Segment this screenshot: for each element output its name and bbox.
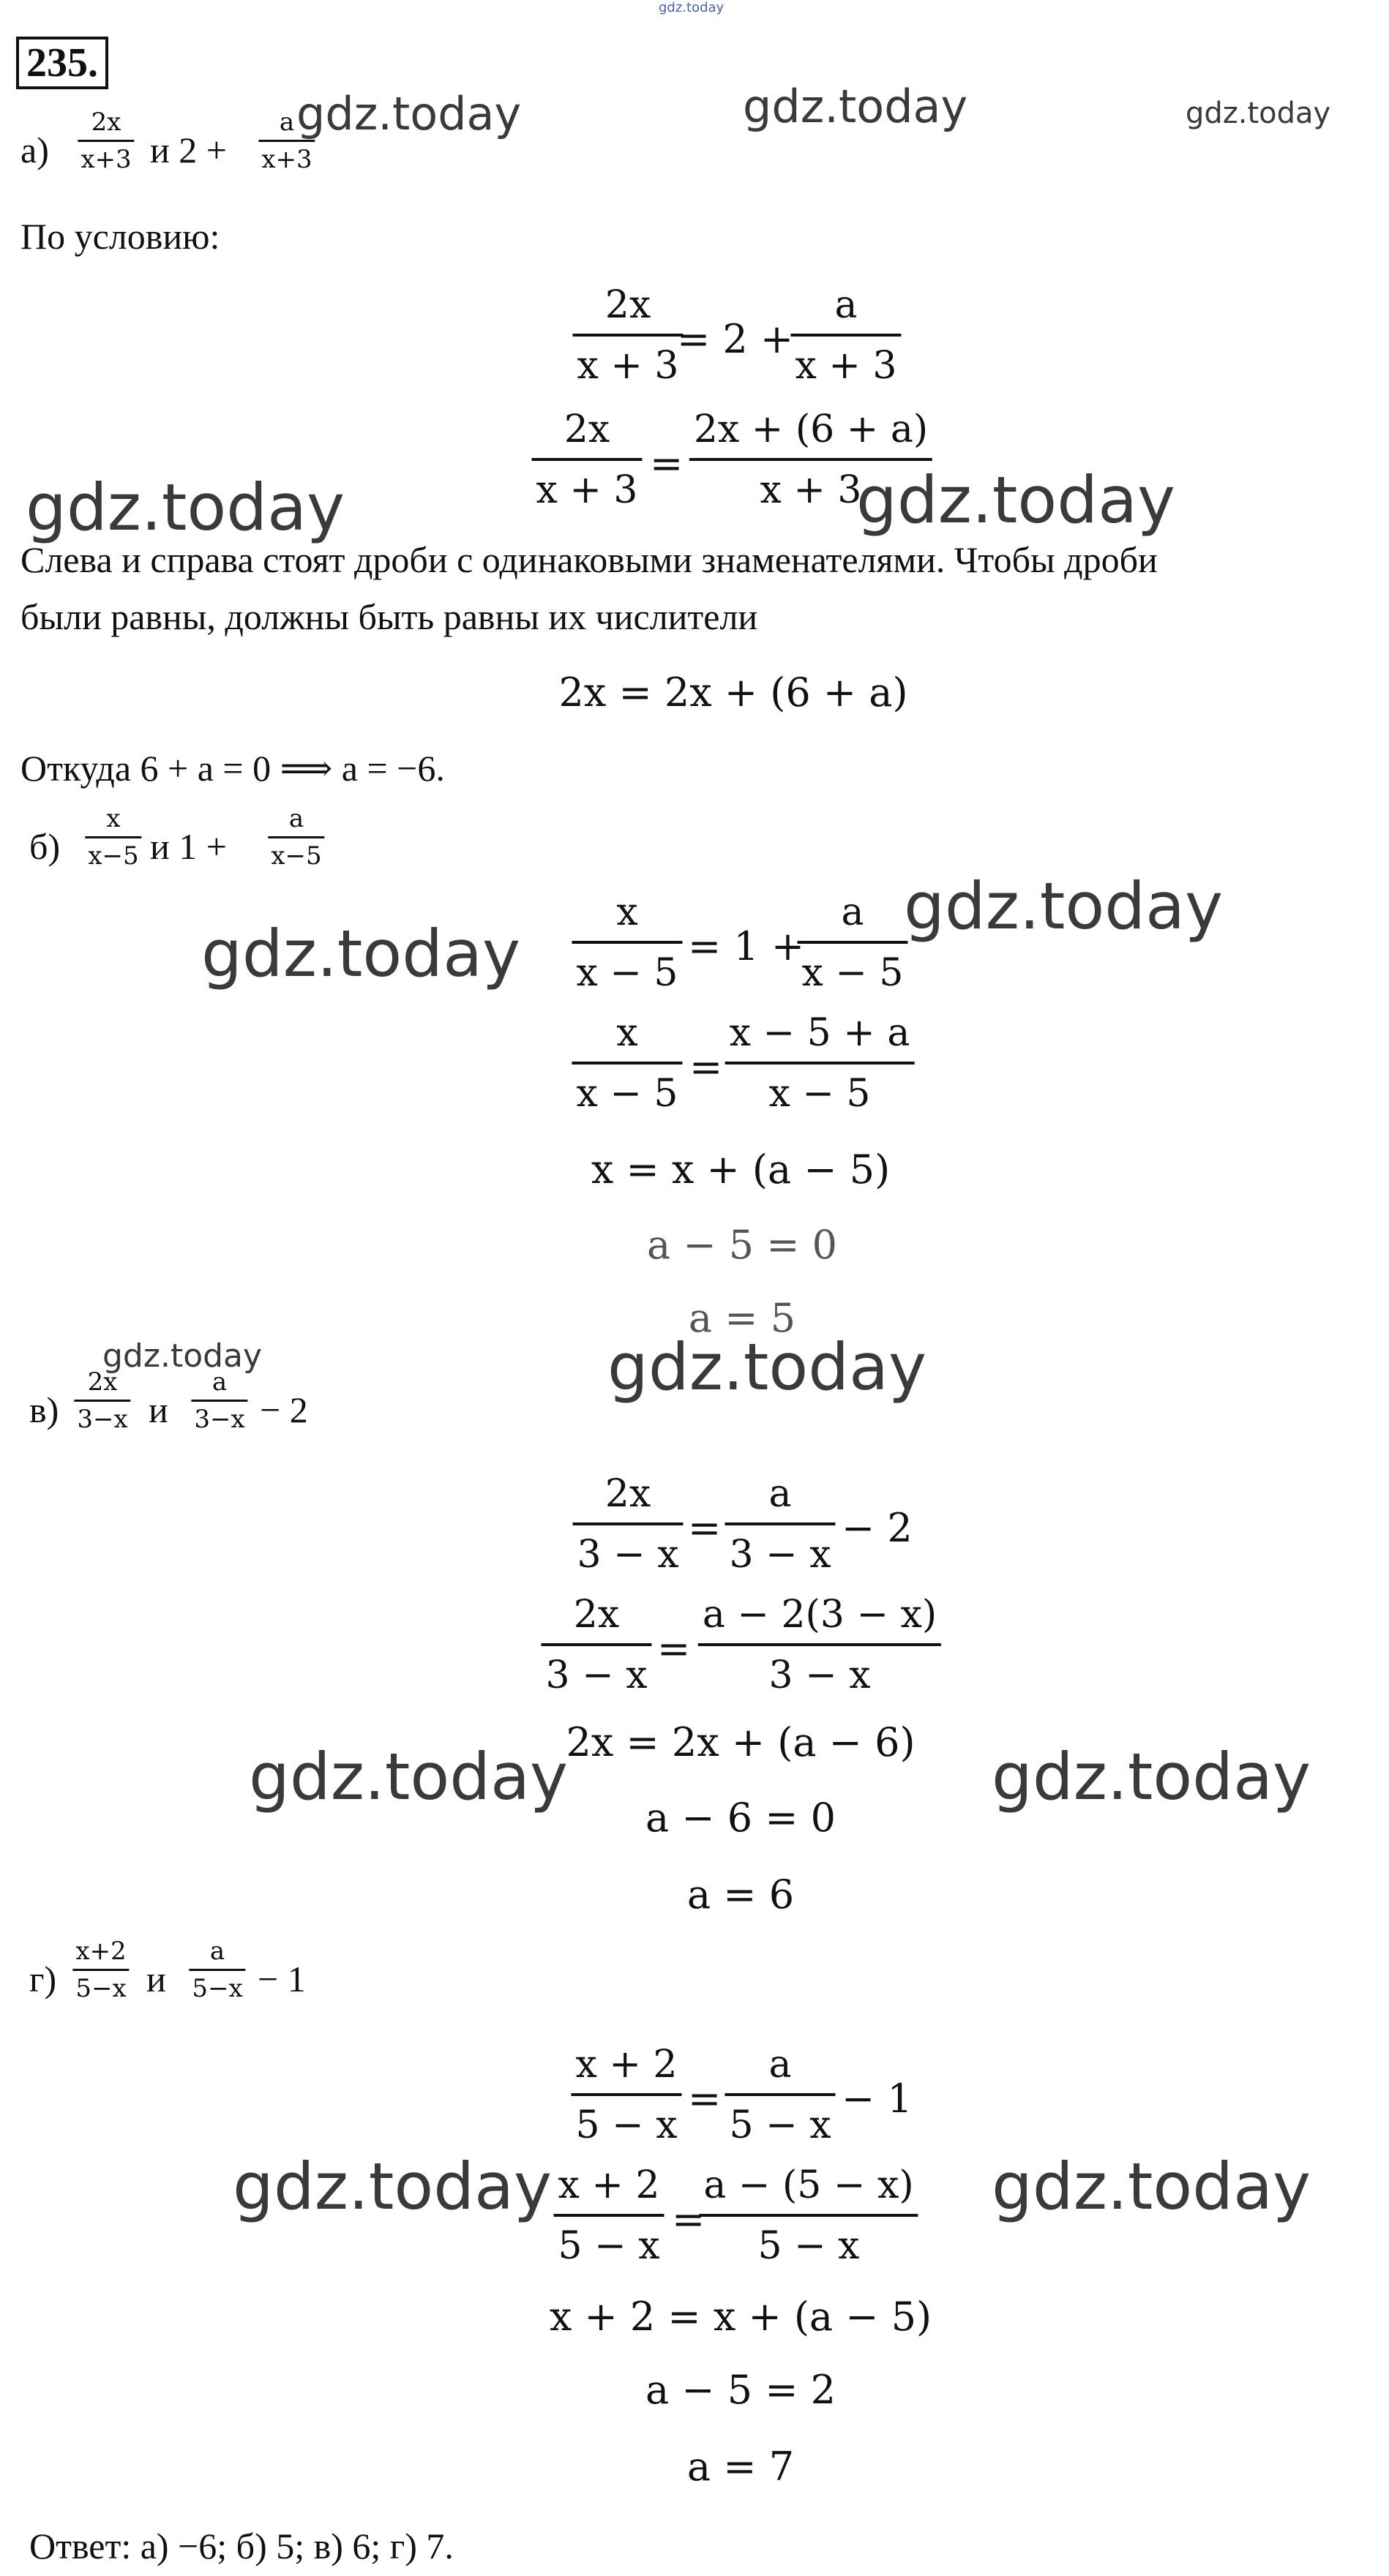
part-d-eq1-tail: − 1 <box>842 2076 913 2122</box>
part-d-eq2-lhs: x + 2 5 − x <box>553 2162 664 2270</box>
part-a-conclusion: Откуда 6 + a = 0 ⟹ a = −6. <box>20 748 445 789</box>
part-a-text-2: были равны, должны быть равны их числители <box>20 596 758 637</box>
part-c-join: и <box>149 1389 168 1430</box>
part-c-eq1-tail: − 2 <box>842 1505 913 1551</box>
part-c-eq1-lhs: 2x 3 − x <box>572 1471 683 1579</box>
part-d-eq1-mid: = <box>688 2076 722 2122</box>
watermark <box>15 2253 18 2254</box>
part-a-eq2-mid: = <box>650 440 684 487</box>
problem-number: 235. <box>16 37 108 89</box>
part-d-eq2-rhs: a − (5 − x) 5 − x <box>699 2162 918 2270</box>
part-b-eq4: a − 5 = 0 <box>646 1222 838 1268</box>
part-d-eq1-lhs: x + 2 5 − x <box>571 2041 681 2149</box>
part-b-eq1-rhs: a x − 5 <box>797 889 907 997</box>
part-b-label: б) <box>29 826 61 867</box>
part-c-eq3: 2x = 2x + (a − 6) <box>566 1719 916 1765</box>
watermark: gdz.today <box>1186 97 1331 130</box>
watermark: gdz.today <box>607 1329 927 1405</box>
part-d-eq5: a = 7 <box>686 2444 795 2490</box>
part-b-fraction-2: a x−5 <box>268 805 324 871</box>
part-c-eq5: a = 6 <box>686 1871 795 1918</box>
part-a-label: а) <box>20 129 49 170</box>
part-d-eq1-rhs: a 5 − x <box>725 2041 835 2149</box>
answer-line: Ответ: а) −6; б) 5; в) 6; г) 7. <box>29 2526 454 2566</box>
part-c-eq2-lhs: 2x 3 − x <box>541 1591 651 1700</box>
watermark: gdz.today <box>743 80 968 133</box>
watermark: gdz.today <box>992 2149 1311 2224</box>
part-c-eq2-mid: = <box>657 1626 691 1672</box>
part-d-eq4: a − 5 = 2 <box>645 2367 836 2413</box>
part-b-eq2-rhs: x − 5 + a x − 5 <box>725 1010 915 1118</box>
part-d-fraction-2: a 5−x <box>189 1937 245 2003</box>
watermark: gdz.today <box>296 87 522 140</box>
watermark: gdz.today <box>992 1739 1311 1814</box>
part-a-eq1-rhs: a x + 3 <box>790 282 901 390</box>
part-a-eq1-mid: = 2 + <box>677 316 794 362</box>
watermark: gdz.today <box>904 868 1224 944</box>
part-b-eq1-lhs: x x − 5 <box>572 889 682 997</box>
part-a-fraction-1: 2x x+3 <box>78 108 134 174</box>
watermark <box>746 2253 750 2254</box>
part-c-fraction-1: 2x 3−x <box>74 1368 130 1434</box>
part-d-tail: − 1 <box>258 1959 306 1999</box>
part-d-eq3: x + 2 = x + (a − 5) <box>549 2294 932 2340</box>
part-c-fraction-2: a 3−x <box>191 1368 247 1434</box>
part-a-fraction-2: a x+3 <box>258 108 315 174</box>
part-d-join: и <box>146 1959 166 1999</box>
watermark: gdz.today <box>102 1337 263 1375</box>
part-c-tail: − 2 <box>260 1389 308 1430</box>
part-b-fraction-1: x x−5 <box>85 805 141 871</box>
part-a-eq1-lhs: 2x x + 3 <box>572 282 683 390</box>
part-b-eq2-lhs: x x − 5 <box>572 1010 682 1118</box>
watermark-top: gdz.today <box>659 0 725 15</box>
part-b-eq2-mid: = <box>689 1044 723 1090</box>
part-b-eq1-mid: = 1 + <box>688 923 805 969</box>
watermark: gdz.today <box>26 470 345 545</box>
part-a-eq2-lhs: 2x x + 3 <box>531 406 642 514</box>
part-c-label: в) <box>29 1389 59 1430</box>
part-c-eq4: a − 6 = 0 <box>645 1795 836 1841</box>
part-a-eq2-rhs: 2x + (6 + a) x + 3 <box>689 406 932 514</box>
part-d-fraction-1: x+2 5−x <box>72 1937 129 2003</box>
part-a-join: и 2 + <box>150 129 227 170</box>
part-a-condition: По условию: <box>20 216 220 257</box>
part-b-eq3: x = x + (a − 5) <box>591 1146 891 1193</box>
watermark: gdz.today <box>233 2149 553 2224</box>
part-c-eq1-rhs: a 3 − x <box>725 1471 835 1579</box>
part-c-eq2-rhs: a − 2(3 − x) 3 − x <box>698 1591 941 1700</box>
part-a-text-1: Слева и справа стоят дроби с одинаковыми знаменателями. Чтобы дроби <box>20 539 1158 580</box>
part-d-label: г) <box>29 1959 57 1999</box>
part-c-eq1-mid: = <box>688 1505 722 1551</box>
part-b-join: и 1 + <box>150 826 227 867</box>
part-a-eq3: 2x = 2x + (6 + a) <box>558 669 908 716</box>
watermark: gdz.today <box>201 916 521 991</box>
watermark: gdz.today <box>856 462 1176 538</box>
part-d-eq2-mid: = <box>672 2196 705 2242</box>
watermark: gdz.today <box>249 1739 569 1814</box>
part-b-eq5: a = 5 <box>688 1295 796 1341</box>
